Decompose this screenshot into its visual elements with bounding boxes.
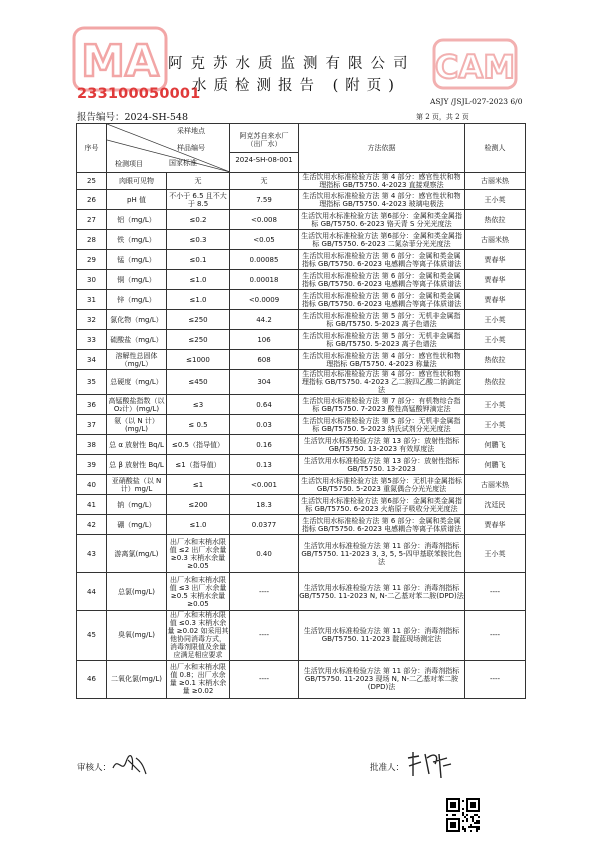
- approver-label: 批准人：: [370, 763, 405, 773]
- row-result: 无: [230, 173, 299, 190]
- table-row: [77, 190, 526, 210]
- form-code: ASJY /JSJL-027-2023 6/0: [430, 97, 523, 106]
- row-standard: ≤1000: [167, 350, 230, 370]
- row-standard: ≤0.5（指导值）: [167, 435, 230, 455]
- report-number: 报告编号：2024-SH-548: [77, 112, 189, 123]
- row-result: ----: [230, 611, 299, 660]
- row-standard: ≤3: [167, 395, 230, 415]
- row-seq: 33: [77, 330, 107, 350]
- row-item: 肉眼可见物: [107, 173, 167, 190]
- row-standard: ≤1（指导值）: [167, 455, 230, 475]
- row-person: 古丽米热: [465, 230, 526, 250]
- report-title: 水质检测报告 (附页): [192, 78, 401, 94]
- row-standard: ≤450: [167, 370, 230, 395]
- row-result: <0.05: [230, 230, 299, 250]
- table-row: [77, 415, 526, 435]
- row-seq: 31: [77, 290, 107, 310]
- header-site: 采样地点: [177, 127, 205, 135]
- row-standard: 出厂水和末梢水限值 ≤2 出厂水余量 ≥0.3 末梢水余量 ≥0.05: [167, 535, 230, 573]
- row-method: 生活饮用水标准检验方法 第 13 部分：放射性指标 GB/T5750. 13-2023 有效厚度法: [299, 435, 465, 455]
- row-method: 生活饮用水标准检验方法 第 11 部分：消毒剂指标 GB/T5750. 11-2023 N, N-二乙基对苯二胺(DPD)法: [299, 573, 465, 611]
- row-person: 贾春华: [465, 515, 526, 535]
- qr-code: [446, 798, 480, 832]
- row-result: 0.00085: [230, 250, 299, 270]
- table-row: [77, 370, 526, 395]
- row-method: 生活饮用水标准检验方法 第6部分：金属和类金属指标 GB/T5750. 6-2023 二氮杂菲分光光度法: [299, 230, 465, 250]
- table-row: [77, 330, 526, 350]
- row-standard: ≤0.3: [167, 230, 230, 250]
- row-standard: 不小于 6.5 且不大于 8.5: [167, 190, 230, 210]
- row-seq: 39: [77, 455, 107, 475]
- table-row: [77, 173, 526, 190]
- table-row: [77, 230, 526, 250]
- row-item: 高锰酸盐指数（以O₂计）(mg/L): [108, 396, 165, 413]
- row-seq: 27: [77, 210, 107, 230]
- header-method: 方法依据: [299, 124, 465, 173]
- row-standard: ≤0.2: [167, 210, 230, 230]
- row-seq: 28: [77, 230, 107, 250]
- table-row: [77, 395, 526, 415]
- table-row: [77, 250, 526, 270]
- company-name: 阿克苏水质监测有限公司: [168, 56, 416, 72]
- row-method: 生活饮用水标准检验方法 第 11 部分：消毒剂指标 GB/T5750. 11-2023 3, 3, 5, 5-四甲基联苯胺比色法: [299, 535, 465, 573]
- row-person: 王小英: [465, 415, 526, 435]
- row-method: 生活饮用水标准检验方法 第 4 部分：感官性状和物理指标 GB/T5750. 4-2023 乙二胺四乙酸二钠滴定法: [299, 370, 465, 395]
- row-person: ----: [465, 611, 526, 660]
- table-row: [77, 611, 526, 660]
- row-method: 生活饮用水标准检验方法 第 5 部分：无机非金属指标 GB/T5750. 5-2023 纳氏试剂分光光度法: [299, 415, 465, 435]
- row-method: 生活饮用水标准检验方法 第 6 部分：金属和类金属指标 GB/T5750. 6-2023 电感耦合等离子体质谱法: [299, 270, 465, 290]
- row-seq: 36: [77, 395, 107, 415]
- results-body: [77, 173, 526, 699]
- table-row: [77, 515, 526, 535]
- row-result: 0.16: [230, 435, 299, 455]
- header-sample: [230, 124, 299, 173]
- row-seq: 37: [77, 415, 107, 435]
- row-person: 沈廷民: [465, 495, 526, 515]
- row-method: 生活饮用水标准检验方法 第 4 部分：感官性状和物理指标 GB/T5750. 4-2023 直接观察法: [299, 173, 465, 190]
- row-method: 生活饮用水标准检验方法 第 11 部分：消毒剂指标 GB/T5750. 11-2023 靛蓝现场测定法: [299, 611, 465, 660]
- sample-name: 阿克苏自来水厂（出厂水）: [239, 132, 289, 149]
- row-method: 生活饮用水标准检验方法 第 5 部分：无机非金属指标 GB/T5750. 5-2023 离子色谱法: [299, 310, 465, 330]
- row-method: 生活饮用水标准检验方法 第 11 部分：消毒剂指标 GB/T5750. 11-2023 现场 N, N-二乙基对苯二胺(DPD)法: [299, 660, 465, 698]
- row-item: 游离氯(mg/L): [107, 535, 167, 573]
- table-row: [77, 270, 526, 290]
- table-row: [77, 350, 526, 370]
- row-seq: 38: [77, 435, 107, 455]
- row-seq: 45: [77, 611, 107, 660]
- header-person: 检测人: [465, 124, 526, 173]
- row-result: 0.64: [230, 395, 299, 415]
- header-diagonal-cell: [107, 124, 230, 173]
- row-result: 0.0377: [230, 515, 299, 535]
- row-result: 0.13: [230, 455, 299, 475]
- table-row: [77, 535, 526, 573]
- row-standard: ≤ 0.5: [167, 415, 230, 435]
- row-person: 热依拉: [465, 370, 526, 395]
- row-seq: 34: [77, 350, 107, 370]
- sample-id: 2024-SH-08-001: [230, 152, 298, 164]
- row-person: 王小英: [465, 395, 526, 415]
- row-item: 总硬度（mg/L）: [107, 370, 167, 395]
- certificate-number: 233100050001: [77, 86, 201, 102]
- row-result: 106: [230, 330, 299, 350]
- cam-stamp-text: CAM: [434, 48, 516, 86]
- table-row: [77, 455, 526, 475]
- reviewer-signature: [110, 752, 150, 780]
- row-item: 氨（以 N 计）(mg/L): [107, 415, 167, 435]
- row-person: ----: [465, 573, 526, 611]
- row-result: ----: [230, 660, 299, 698]
- row-result: 7.59: [230, 190, 299, 210]
- approver-signature: [405, 748, 455, 784]
- row-person: 热依拉: [465, 350, 526, 370]
- row-seq: 32: [77, 310, 107, 330]
- table-row: [77, 495, 526, 515]
- row-item: 硫酸盐（mg/L）: [107, 330, 167, 350]
- row-standard: ≤1.0: [167, 290, 230, 310]
- row-standard: ≤1.0: [167, 270, 230, 290]
- row-result: 0.03: [230, 415, 299, 435]
- row-standard: 无: [167, 173, 230, 190]
- row-person: 贾春华: [465, 250, 526, 270]
- row-item: 铁（mg/L）: [107, 230, 167, 250]
- row-person: ----: [465, 660, 526, 698]
- row-seq: 46: [77, 660, 107, 698]
- row-standard: ≤0.1: [167, 250, 230, 270]
- row-person: 王小英: [465, 535, 526, 573]
- row-method: 生活饮用水标准检验方法 第 6 部分：金属和类金属指标 GB/T5750. 6-2023 电感耦合等离子体质谱法: [299, 250, 465, 270]
- row-standard: ≤1.0: [167, 515, 230, 535]
- cnas-stamp: [432, 38, 518, 90]
- table-row: [77, 210, 526, 230]
- row-result: 44.2: [230, 310, 299, 330]
- row-result: 18.3: [230, 495, 299, 515]
- row-standard: 出厂水和末梢水限值 0.8；出厂水余量 ≥0.1 末梢水余量 ≥0.02: [167, 660, 230, 698]
- row-item: 臭氧(mg/L): [107, 611, 167, 660]
- row-seq: 40: [77, 475, 107, 495]
- row-item: 铝（mg/L）: [107, 210, 167, 230]
- row-person: 王小英: [465, 330, 526, 350]
- row-seq: 35: [77, 370, 107, 395]
- row-result: 0.40: [230, 535, 299, 573]
- header-standard: 国家标准: [169, 159, 197, 167]
- row-item: 总氯(mg/L): [107, 573, 167, 611]
- row-person: 古丽米热: [465, 173, 526, 190]
- row-item: 硼（mg/L）: [107, 515, 167, 535]
- header-sample-no: 样品编号: [177, 144, 205, 152]
- row-item: 二氧化氯(mg/L): [107, 660, 167, 698]
- row-method: 生活饮用水标准检验方法 第 7 部分：有机物综合指标 GB/T5750. 7-2023 酸性高锰酸钾滴定法: [299, 395, 465, 415]
- row-method: 生活饮用水标准检验方法 第5部分：无机非金属指标 GB/T5750. 5-2023 重氮偶合分光光度法: [299, 475, 465, 495]
- table-row: [77, 475, 526, 495]
- page-number: 第 2 页，共 2 页: [416, 113, 469, 121]
- row-item: 氯化物（mg/L）: [107, 310, 167, 330]
- cma-stamp: [72, 26, 168, 92]
- table-row: [77, 660, 526, 698]
- row-seq: 44: [77, 573, 107, 611]
- row-method: 生活饮用水标准检验方法 第 13 部分：放射性指标 GB/T5750. 13-2023: [299, 455, 465, 475]
- row-standard: ≤250: [167, 330, 230, 350]
- row-item: 铜（mg/L）: [107, 270, 167, 290]
- reviewer-label: 审核人：: [77, 763, 112, 773]
- table-row: [77, 435, 526, 455]
- row-item: 锌（mg/L）: [107, 290, 167, 310]
- row-standard: ≤1: [167, 475, 230, 495]
- row-method: 生活饮用水标准检验方法 第6部分：金属和类金属指标 GB/T5750. 6-2023 火焰原子吸收分光光度法: [299, 495, 465, 515]
- row-standard: 出厂水和末梢水限值 ≤3 出厂水余量 ≥0.5 末梢水余量 ≥0.05: [167, 573, 230, 611]
- table-header-row: [77, 124, 526, 173]
- row-seq: 43: [77, 535, 107, 573]
- row-method: 生活饮用水标准检验方法 第 5 部分：无机非金属指标 GB/T5750. 5-2023 离子色谱法: [299, 330, 465, 350]
- row-result: <0.008: [230, 210, 299, 230]
- row-method: 生活饮用水标准检验方法 第 4 部分：感官性状和物理指标 GB/T5750. 4-2023 称量法: [299, 350, 465, 370]
- row-method: 生活饮用水标准检验方法 第 4 部分：感官性状和物理指标 GB/T5750. 4-2023 玻璃电极法: [299, 190, 465, 210]
- row-item: 总 β 放射性 Bq/L: [107, 455, 167, 475]
- row-method: 生活饮用水标准检验方法 第6部分：金属和类金属指标 GB/T5750. 6-2023 铬天青 S 分光光度法: [299, 210, 465, 230]
- row-result: 304: [230, 370, 299, 395]
- table-row: [77, 290, 526, 310]
- row-person: 贾春华: [465, 290, 526, 310]
- header-seq: 序号: [77, 124, 107, 173]
- row-result: ----: [230, 573, 299, 611]
- row-person: 何鹏飞: [465, 435, 526, 455]
- row-seq: 26: [77, 190, 107, 210]
- row-item: 溶解性总固体（mg/L）: [107, 350, 167, 370]
- row-item: pH 值: [107, 190, 167, 210]
- row-seq: 30: [77, 270, 107, 290]
- row-result: <0.001: [230, 475, 299, 495]
- row-person: 何鹏飞: [465, 455, 526, 475]
- table-row: [77, 310, 526, 330]
- row-standard: 出厂水和末梢水限值 ≤0.3 末梢水余量 ≥0.02 如采用其他协同消毒方式，消毒剂限值及余量应满足相应要求: [167, 611, 229, 660]
- row-method: 生活饮用水标准检验方法 第 6 部分：金属和类金属指标 GB/T5750. 6-2023 电感耦合等离子体质谱法: [299, 515, 465, 535]
- row-person: 贾春华: [465, 270, 526, 290]
- ma-stamp-text: MA: [81, 36, 159, 87]
- row-seq: 25: [77, 173, 107, 190]
- row-seq: 29: [77, 250, 107, 270]
- row-standard: ≤250: [167, 310, 230, 330]
- row-seq: 41: [77, 495, 107, 515]
- row-person: 王小英: [465, 310, 526, 330]
- results-table: [76, 123, 526, 699]
- row-person: 王小英: [465, 190, 526, 210]
- row-person: 热依拉: [465, 210, 526, 230]
- table-row: [77, 573, 526, 611]
- row-item: 锰（mg/L）: [107, 250, 167, 270]
- row-result: <0.0009: [230, 290, 299, 310]
- row-item: 总 α 放射性 Bq/L: [107, 435, 167, 455]
- row-person: 古丽米热: [465, 475, 526, 495]
- row-standard: ≤200: [167, 495, 230, 515]
- row-result: 0.00018: [230, 270, 299, 290]
- header-item: 检测项目: [115, 160, 143, 168]
- row-method: 生活饮用水标准检验方法 第 6 部分：金属和类金属指标 GB/T5750. 6-2023 电感耦合等离子体质谱法: [299, 290, 465, 310]
- row-item: 钠（mg/L）: [107, 495, 167, 515]
- row-seq: 42: [77, 515, 107, 535]
- row-item: 亚硝酸盐（以 N 计）mg/L: [107, 475, 167, 495]
- row-result: 608: [230, 350, 299, 370]
